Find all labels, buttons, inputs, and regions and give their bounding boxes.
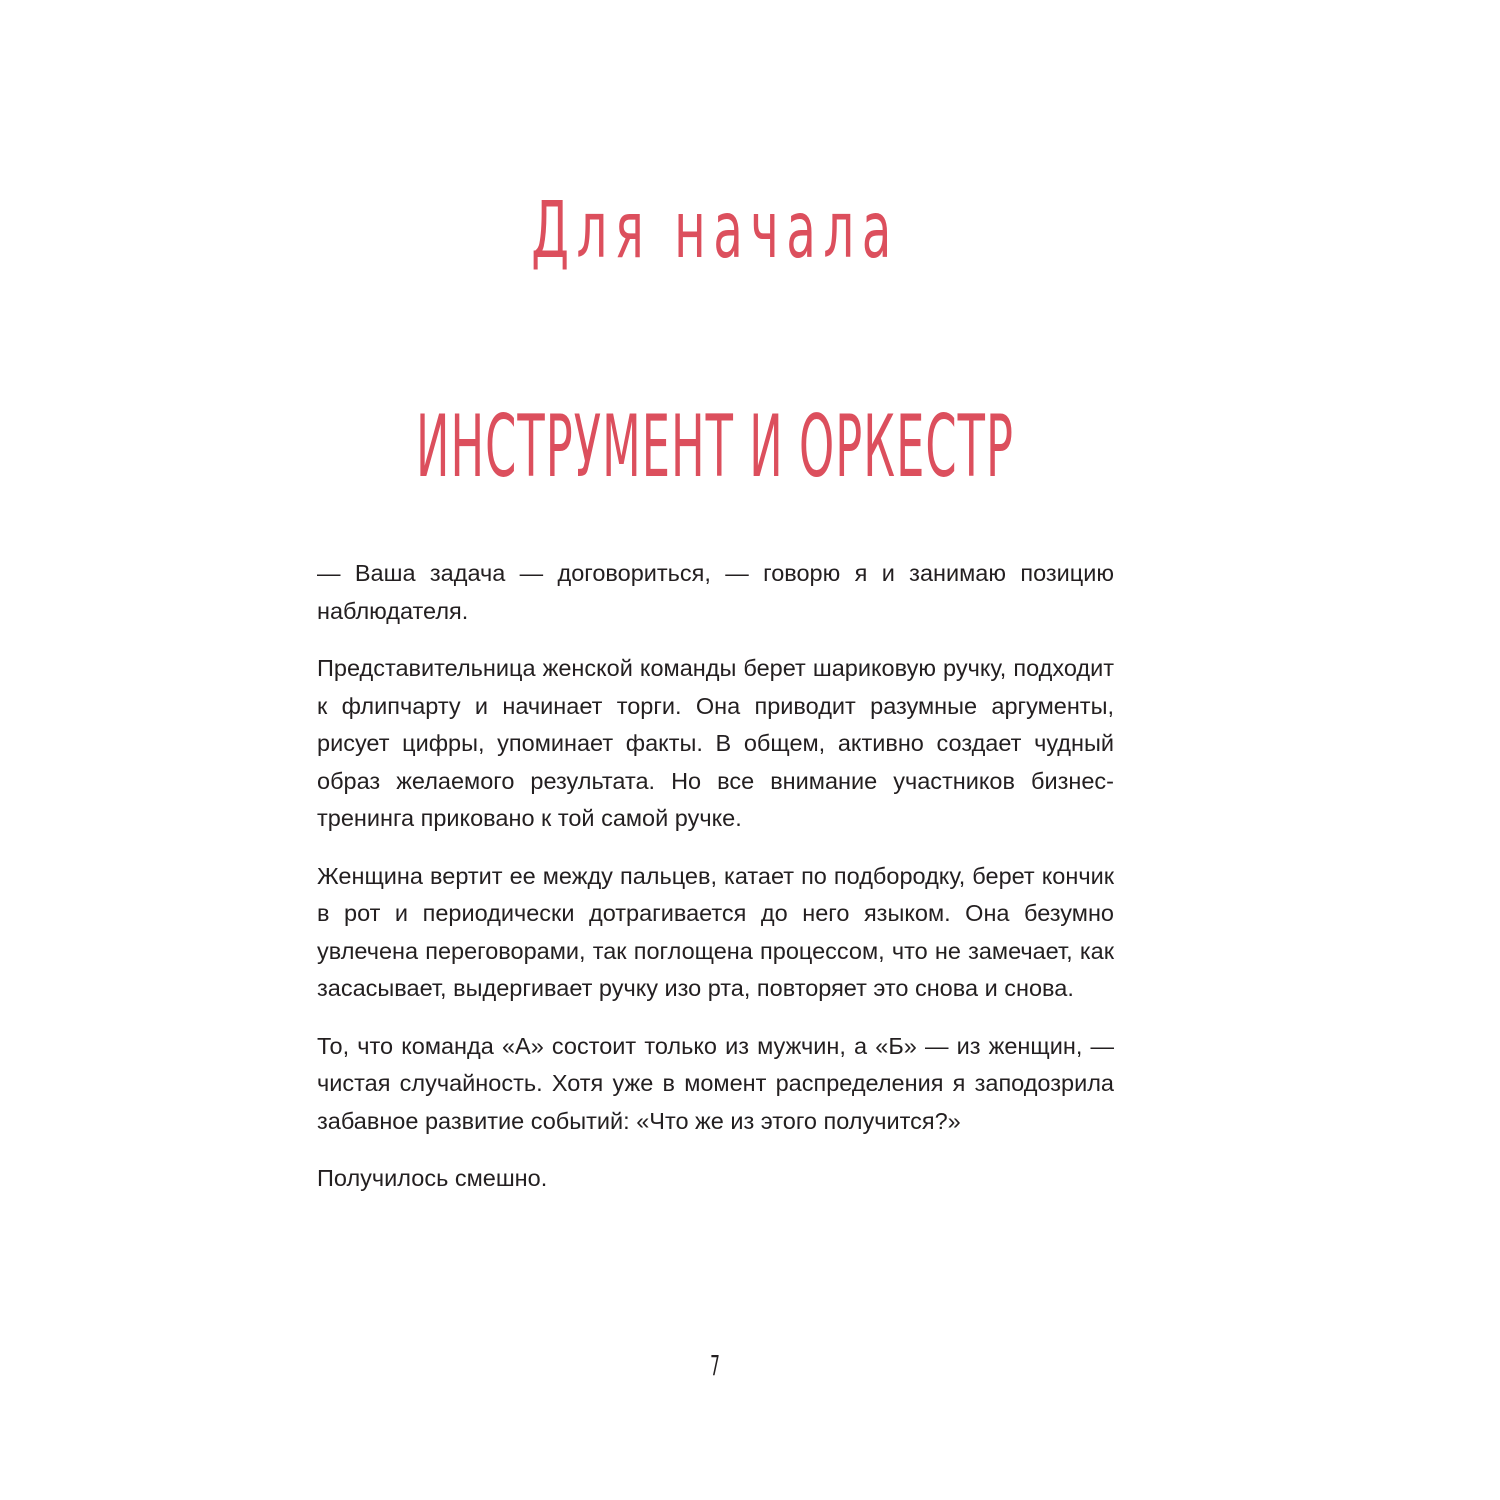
chapter-title: ИНСТРУМЕНТ И ОРКЕСТР	[416, 397, 1014, 497]
paragraph: Получилось смешно.	[317, 1165, 548, 1191]
paragraph: То, что команда «А» состоит только из мужчин, а «Б» — из женщин, — чистая случайность. Хотя уже в момент распределения я заподозрила забавное развитие событий: «Что же из этого получится?»	[317, 1032, 1114, 1134]
chapter-label: Для начала	[531, 186, 899, 276]
paragraph: Женщина вертит ее между пальцев, катает по подбородку, берет кончик в рот и периодически дотрагивается до него языком. Она безумно увлечена переговорами, так поглощена процессом, что не замечает, как засасывает, выдергивает ручку изо рта, повторяет это снова и снова.	[317, 862, 1114, 1001]
paragraph: Представительница женской команды берет шариковую ручку, подходит к флипчарту и начинает торги. Она приводит разумные аргументы, рисует цифры, упоминает факты. В общем, активно создает чудный образ желаемого результата. Но все внимание участников бизнес-тренинга приковано к той самой ручке.	[317, 655, 1114, 831]
page-number: 7	[710, 1349, 720, 1382]
body-text	[317, 555, 1114, 1218]
paragraph: — Ваша задача — договориться, — говорю я и занимаю позицию наблюдателя.	[317, 560, 1114, 624]
